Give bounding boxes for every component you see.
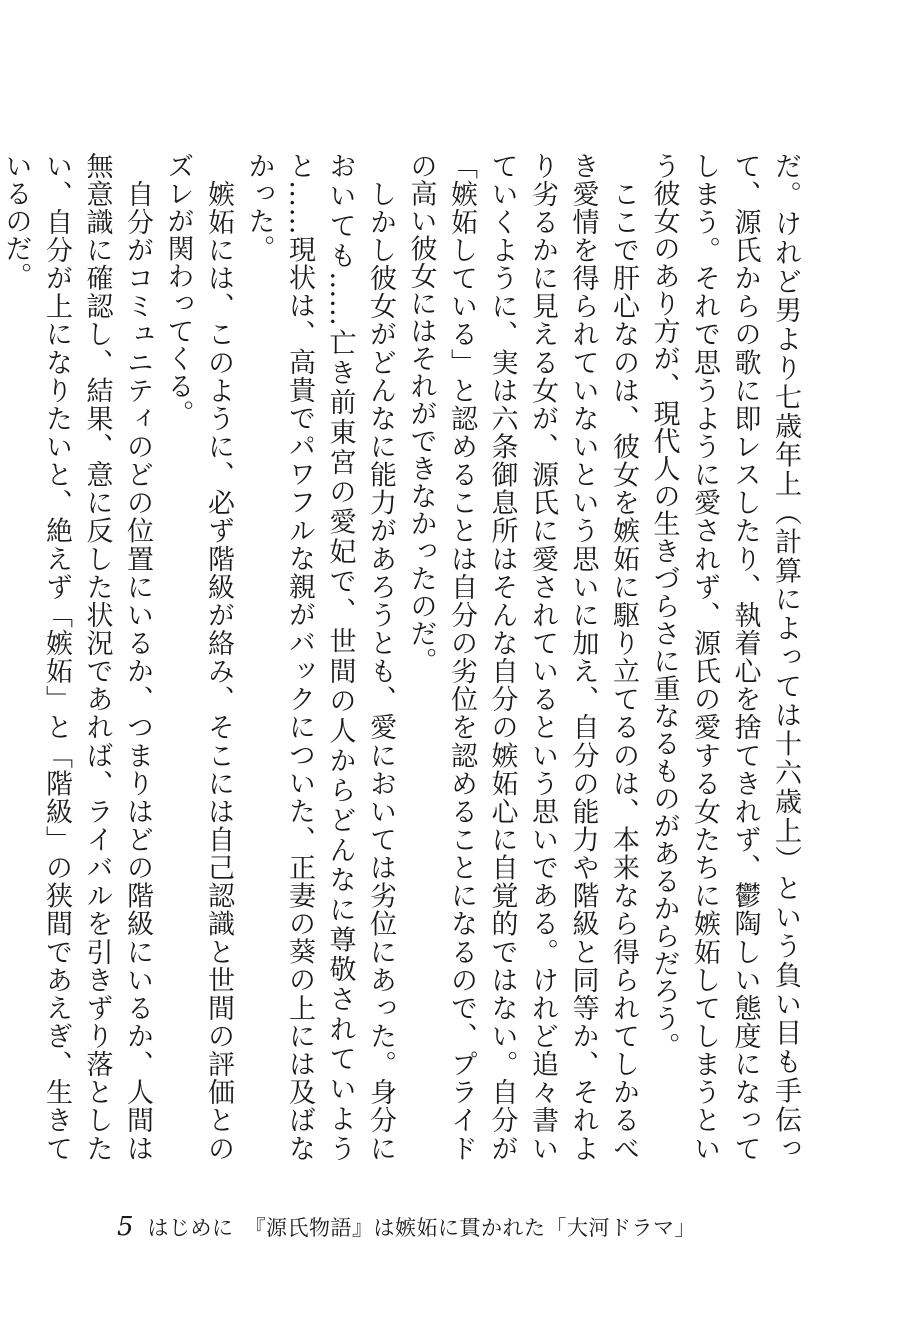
- paragraph-3: しかし彼女がどんなに能力があろうとも、愛においては劣位にあった。身分においても……亡き前東宮の愛妃で、世間の人からどんなに尊敬されていようと……現状は、高貴でパワフルな親がバックについた、正妻の葵の上には及ばなかった。: [243, 152, 396, 1162]
- paragraph-2: ここで肝心なのは、彼女を嫉妬に駆り立てるのは、本来なら得られてしかるべき愛情を得られていないという思いに加え、自分の能力や階級と同等か、それより劣るかに見える女が、源氏に愛されているという思いである。けれど追々書いていくように、実は六条御息所はそんな自分の嫉妬心に自覚的ではない。自分が「嫉妬している」と認めることは自分の劣位を認めることになるので、プライドの高い彼女にはそれができなかったのだ。: [405, 152, 639, 1162]
- running-head: はじめに 『源氏物語』は嫉妬に貫かれた「大河ドラマ」: [147, 1216, 697, 1240]
- vertical-body-text: [0, 152, 805, 1162]
- paragraph-4: 嫉妬には、このように、必ず階級が絡み、そこには自己認識と世間の評価とのズレが関わってくる。: [162, 152, 234, 1162]
- paragraph-1: だ。けれど男より七歳年上（計算によっては十六歳上）という負い目も手伝って、源氏からの歌に即レスしたり、執着心を捨てきれず、鬱陶しい態度になってしまう。それで思うように愛されず、源氏の愛する女たちに嫉妬してしまうという彼女のあり方が、現代人の生きづらさに重なるものがあるからだろう。: [648, 152, 801, 1162]
- page-number: 5: [117, 1212, 134, 1242]
- page-footer: [117, 1207, 696, 1247]
- paragraph-5: 自分がコミュニティのどの位置にいるか、つまりはどの階級にいるか、人間は無意識に確認し、結果、意に反した状況であれば、ライバルを引きずり落としたい、自分が上になりたいと、絶えず「嫉妬」と「階級」の狭間であえぎ、生きているのだ。: [0, 152, 153, 1162]
